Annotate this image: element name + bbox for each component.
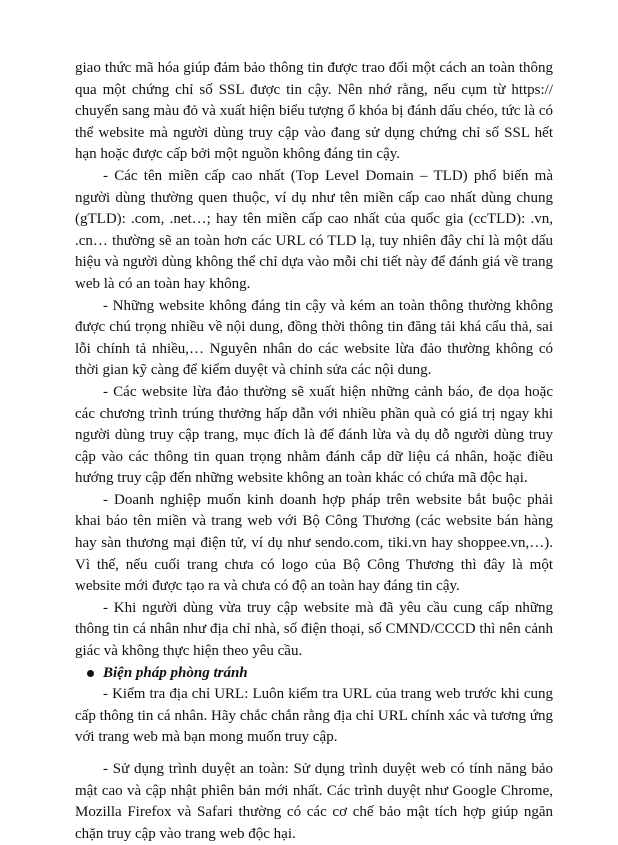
document-body [75, 58, 553, 845]
paragraph-tld: - Các tên miền cấp cao nhất (Top Level Domain – TLD) phổ biến mà người dùng thường quen thuộc, ví dụ như tên miền cấp cao nhất dùng chung (gTLD): .com, .net…; hay tên miền cấp cao nhất của quốc gia (ccTLD): .vn, .cn… thường sẽ an toàn hơn các URL có TLD lạ, tuy nhiên đây chỉ là một dấu hiệu và người dùng không thể chỉ dựa vào mỗi chi tiết này để đánh giá về trang web là có an toàn hay không. [75, 167, 553, 292]
section-heading-text: Biện pháp phòng tránh [103, 664, 248, 681]
paragraph-check-url: - Kiểm tra địa chỉ URL: Luôn kiểm tra URL của trang web trước khi cung cấp thông tin cá nhân. Hãy chắc chắn rằng địa chỉ URL chính xác và tương ứng với trang web mà bạn mong muốn truy cập. [75, 686, 553, 746]
paragraph-warnings: - Các website lừa đảo thường sẽ xuất hiện những cảnh báo, đe dọa hoặc các chương trình trúng thưởng hấp dẫn với nhiều phần quà có giá trị ngay khi người dùng truy cập trang, mục đích là để đánh lừa và dụ dỗ người dùng truy cập vào các thông tin quan trọng nhằm đánh cắp dữ liệu cá nhân, hoặc điều hướng truy cập đến những website không an toàn khác có chứa mã độc hại. [75, 383, 553, 487]
paragraph-ministry-registration: - Doanh nghiệp muốn kinh doanh hợp pháp trên website bắt buộc phải khai báo tên miền và trang web với Bộ Công Thương (các website bán hàng hay sàn thương mại điện tử, ví dụ như sendo.com, tiki.vn hay shoppee.vn,…). Vì thế, nếu cuối trang chưa có logo của Bộ Công Thương thì đây là một website mới được tạo ra và chưa có độ an toàn hay đáng tin cậy. [75, 491, 553, 595]
paragraph-content-quality: - Những website không đáng tin cậy và kém an toàn thông thường không được chú trọng nhiều về nội dung, đồng thời thông tin đăng tải khá cẩu thả, sai lỗi chính tả nhiều,… Nguyên nhân do các website lừa đảo thường không có thời gian kỹ càng để kiểm duyệt và chỉnh sửa các nội dung. [75, 297, 553, 379]
paragraph-personal-info: - Khi người dùng vừa truy cập website mà đã yêu cầu cung cấp những thông tin cá nhân như địa chỉ nhà, số điện thoại, số CMND/CCCD thì nên cảnh giác và không thực hiện theo yêu cầu. [75, 599, 553, 660]
paragraph-safe-browser: - Sử dụng trình duyệt an toàn: Sử dụng trình duyệt web có tính năng bảo mật cao và cập nhật phiên bản mới nhất. Các trình duyệt như Google Chrome, Mozilla Firefox và Safari thường có các cơ chế bảo mật tích hợp giúp ngăn chặn truy cập vào trang web độc hại. [75, 761, 553, 842]
bullet-icon [87, 670, 94, 677]
section-heading-prevention [75, 663, 553, 685]
paragraph-ssl-continuation: giao thức mã hóa giúp đảm bảo thông tin được trao đổi một cách an toàn thông qua một chứng chỉ số SSL được tin cậy. Nên nhớ rằng, nếu cụm từ https:// chuyển sang màu đỏ và xuất hiện biểu tượng ổ khóa bị đánh dấu chéo, tức là có thể website mà người dùng truy cập vào đang sử dụng chứng chỉ số SSL hết hạn hoặc được cấp bởi một nguồn không đáng tin cậy. [75, 60, 553, 163]
